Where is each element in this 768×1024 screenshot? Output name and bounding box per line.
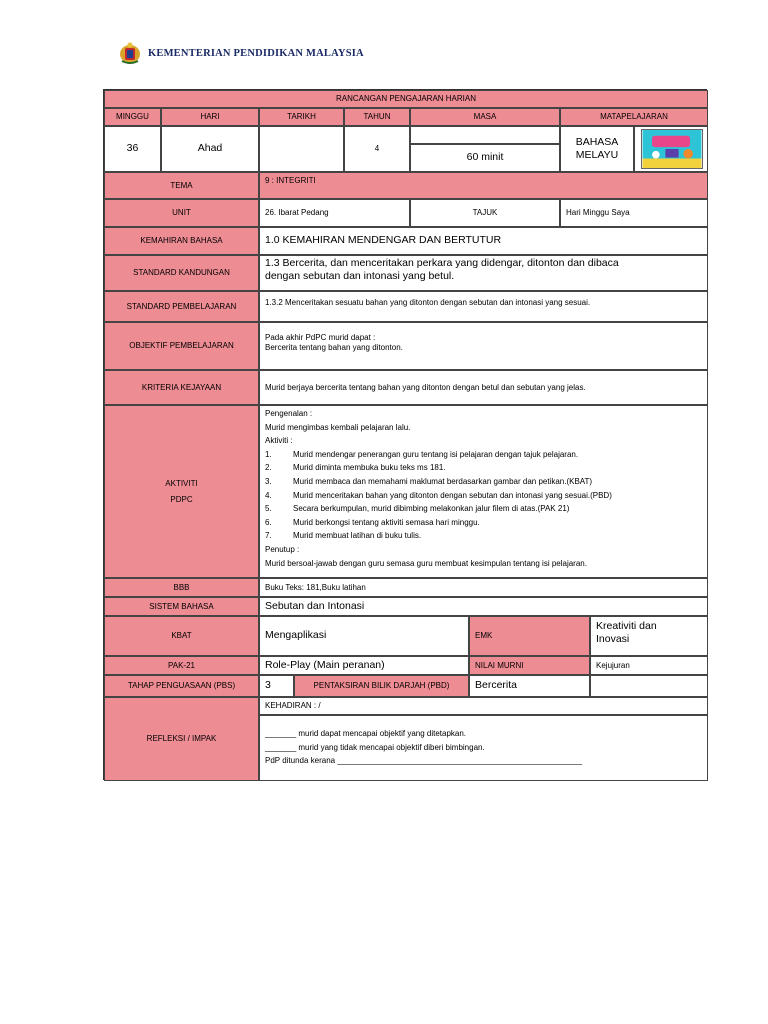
refleksi-value <box>259 715 708 781</box>
unit-value: 26. Ibarat Pedang <box>259 199 410 227</box>
tema-value: 9 : INTEGRITI <box>259 172 708 199</box>
kriteria-value: Murid berjaya bercerita tentang bahan yang ditonton dengan betul dan sebutan yang jelas. <box>259 370 708 405</box>
list-item: 6. Murid berkongsi tentang aktiviti semasa hari minggu. <box>265 517 480 527</box>
objektif-line-2: Bercerita tentang bahan yang ditonton. <box>265 343 403 352</box>
masa-value: 60 minit <box>410 144 560 172</box>
tajuk-value: Hari Minggu Saya <box>560 199 708 227</box>
aktiviti-label-line-1: AKTIVITI <box>165 478 198 488</box>
matapelajaran-line-1: BAHASA <box>575 135 619 148</box>
nilai-label: NILAI MURNI <box>469 656 590 675</box>
pbd-blank <box>590 675 708 697</box>
bbb-label: BBB <box>104 578 259 597</box>
lesson-plan-table <box>103 89 707 780</box>
objektif-label: OBJEKTIF PEMBELAJARAN <box>104 322 259 370</box>
col-masa: MASA <box>410 108 560 126</box>
refleksi-line-2: _______ murid yang tidak mencapai objektif diberi bimbingan. <box>265 742 485 752</box>
col-hari: HARI <box>161 108 259 126</box>
col-tahun: TAHUN <box>344 108 410 126</box>
col-minggu: MINGGU <box>104 108 161 126</box>
list-item: 4. Murid menceritakan bahan yang ditonton dengan sebutan dan intonasi yang sesuai.(PBD) <box>265 490 612 500</box>
nilai-value: Kejujuran <box>590 656 708 675</box>
sk-label: STANDARD KANDUNGAN <box>104 255 259 291</box>
unit-label: UNIT <box>104 199 259 227</box>
crest-icon <box>118 41 142 65</box>
col-tarikh: TARIKH <box>259 108 344 126</box>
sistem-value: Sebutan dan Intonasi <box>259 597 708 616</box>
emk-line-2: Inovasi <box>596 633 630 646</box>
emk-line-1: Kreativiti dan <box>596 620 657 632</box>
objektif-value <box>259 322 708 370</box>
kemahiran-value: 1.0 KEMAHIRAN MENDENGAR DAN BERTUTUR <box>259 227 708 255</box>
penutup-text: Murid bersoal-jawab dengan guru semasa guru membuat kesimpulan tentang isi pelajaran. <box>265 558 587 568</box>
textbook-cover-icon <box>641 129 703 169</box>
aktiviti-steps-label: Aktiviti : <box>265 436 293 446</box>
kemahiran-label: KEMAHIRAN BAHASA <box>104 227 259 255</box>
plan-title: RANCANGAN PENGAJARAN HARIAN <box>104 90 708 108</box>
kbat-label: KBAT <box>104 616 259 656</box>
refleksi-line-1: _______ murid dapat mencapai objektif yang ditetapkan. <box>265 729 467 738</box>
emk-value <box>590 616 708 656</box>
aktiviti-content <box>259 405 708 578</box>
pbd-label: PENTAKSIRAN BILIK DARJAH (PBD) <box>294 675 469 697</box>
ministry-header <box>118 40 364 66</box>
pak-label: PAK-21 <box>104 656 259 675</box>
textbook-cover-cell <box>634 126 708 172</box>
list-item: 2. Murid diminta membuka buku teks ms 181. <box>265 463 446 473</box>
refleksi-line-3: PdP ditunda kerana _______________________________________________________ <box>265 756 583 765</box>
aktiviti-label <box>104 405 259 578</box>
sk-value <box>259 255 708 291</box>
matapelajaran-value <box>560 126 634 172</box>
kehadiran-row: KEHADIRAN : / <box>259 697 708 715</box>
matapelajaran-line-2: MELAYU <box>575 149 619 161</box>
aktiviti-label-line-2: PDPC <box>170 494 193 504</box>
list-item: 7. Murid membuat latihan di buku tulis. <box>265 531 422 541</box>
pbd-value: Bercerita <box>469 675 590 697</box>
masa-blank <box>410 126 560 144</box>
tahap-label: TAHAP PENGUASAAN (PBS) <box>104 675 259 697</box>
tajuk-label: TAJUK <box>410 199 560 227</box>
list-item: 3. Murid membaca dan memahami maklumat berdasarkan gambar dan petikan.(KBAT) <box>265 476 593 486</box>
sk-line-1: 1.3 Bercerita, dan menceritakan perkara yang didengar, ditonton dan dibaca <box>265 257 619 269</box>
bbb-value: Buku Teks: 181,Buku latihan <box>259 578 708 597</box>
penutup-label: Penutup : <box>265 544 300 554</box>
tahap-value: 3 <box>259 675 294 697</box>
objektif-line-1: Pada akhir PdPC murid dapat : <box>265 333 376 342</box>
refleksi-label: REFLEKSI / IMPAK <box>104 697 259 781</box>
pengenalan-label: Pengenalan : <box>265 409 313 418</box>
sk-line-2: dengan sebutan dan intonasi yang betul. <box>265 270 455 283</box>
emk-label: EMK <box>469 616 590 656</box>
tema-label: TEMA <box>104 172 259 199</box>
list-item: 1. Murid mendengar penerangan guru tentang isi pelajaran dengan tajuk pelajaran. <box>265 449 579 459</box>
sistem-label: SISTEM BAHASA <box>104 597 259 616</box>
pak-value: Role-Play (Main peranan) <box>259 656 469 675</box>
pengenalan-text: Murid mengimbas kembali pelajaran lalu. <box>265 422 411 432</box>
list-item: 5. Secara berkumpulan, murid dibimbing melakonkan jalur filem di atas.(PAK 21) <box>265 504 570 514</box>
sp-label: STANDARD PEMBELAJARAN <box>104 291 259 322</box>
ministry-name: KEMENTERIAN PENDIDIKAN MALAYSIA <box>148 47 364 59</box>
col-matapelajaran: MATAPELAJARAN <box>560 108 708 126</box>
kriteria-label: KRITERIA KEJAYAAN <box>104 370 259 405</box>
kbat-value: Mengaplikasi <box>259 616 469 656</box>
hari-value: Ahad <box>161 126 259 172</box>
sp-value: 1.3.2 Menceritakan sesuatu bahan yang ditonton dengan sebutan dan intonasi yang sesuai. <box>259 291 708 322</box>
minggu-value: 36 <box>104 126 161 172</box>
tahun-value: 4 <box>344 126 410 172</box>
tarikh-value <box>259 126 344 172</box>
